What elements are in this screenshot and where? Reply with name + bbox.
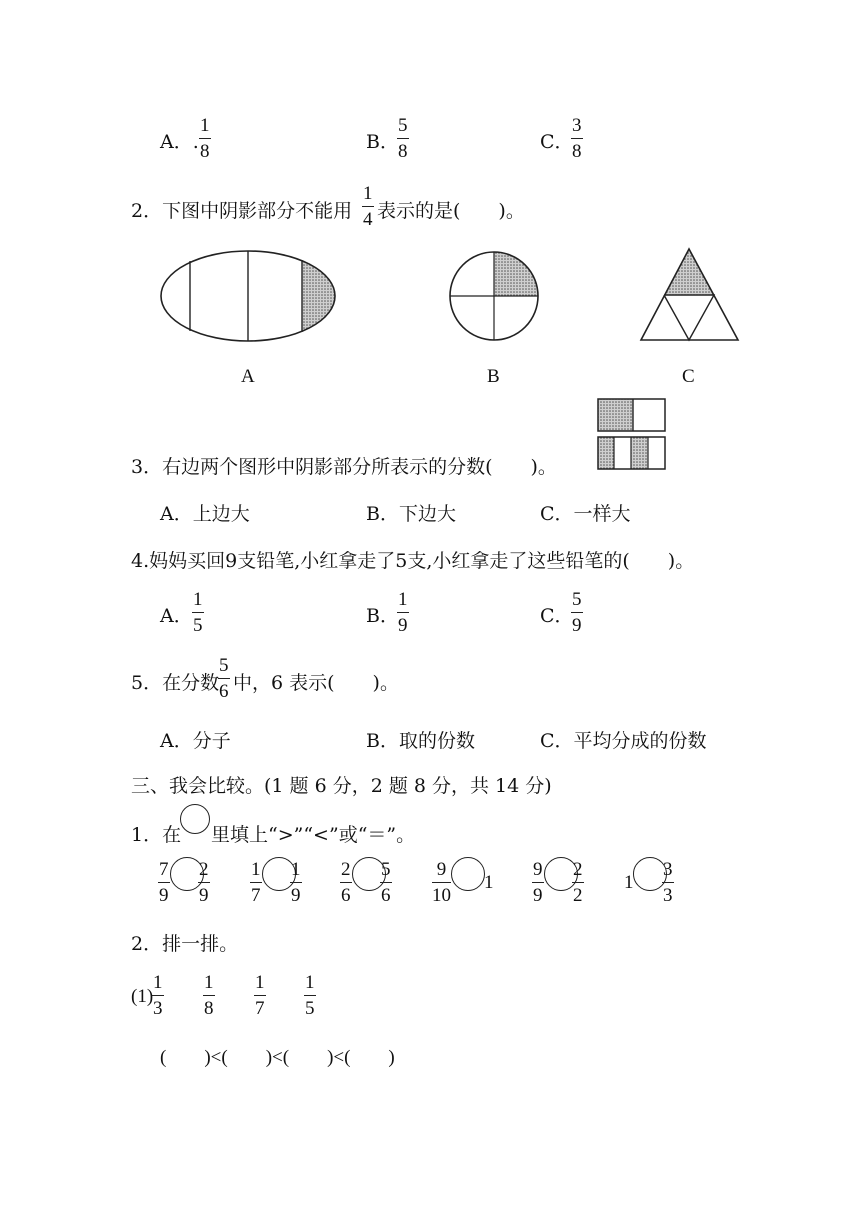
q1-option-a-fraction xyxy=(199,116,211,161)
denominator: 9 xyxy=(532,882,544,905)
left-fraction xyxy=(532,860,544,905)
numerator: 2 xyxy=(341,859,351,880)
denominator: 9 xyxy=(198,882,210,905)
numerator: 1 xyxy=(193,589,203,610)
q1-option-c-fraction xyxy=(571,116,583,161)
numerator: 5 xyxy=(219,655,229,676)
q2-figures xyxy=(0,240,860,370)
left-integer: 1 xyxy=(624,872,634,893)
q3-text: 3．右边两个图形中阴影部分所表示的分数( )。 xyxy=(131,456,557,478)
left-fraction xyxy=(340,860,352,905)
q4-option-a-label: A． xyxy=(160,605,193,627)
numerator: 5 xyxy=(398,115,408,136)
right-fraction xyxy=(198,860,210,905)
denominator: 8 xyxy=(571,138,583,161)
sort-fraction xyxy=(203,973,215,1018)
numerator: 1 xyxy=(398,589,408,610)
denominator: 5 xyxy=(304,995,316,1018)
numerator: 3 xyxy=(572,115,582,136)
numerator: 2 xyxy=(573,859,583,880)
q2-fraction xyxy=(362,184,374,229)
compare-circle[interactable] xyxy=(451,857,485,891)
denominator: 9 xyxy=(290,882,302,905)
figure-a-ellipse xyxy=(161,240,342,360)
denominator: 6 xyxy=(380,882,392,905)
numerator: 1 xyxy=(204,972,214,993)
right-integer: 1 xyxy=(484,872,494,893)
figure-b-circle xyxy=(450,252,538,340)
denominator: 9 xyxy=(158,882,170,905)
denominator: 7 xyxy=(254,995,266,1018)
left-fraction xyxy=(432,860,451,905)
numerator: 1 xyxy=(251,859,261,880)
right-fraction xyxy=(572,860,584,905)
figure-c-triangle xyxy=(641,249,738,340)
q4-option-b-label: B． xyxy=(366,605,399,627)
q3-option-b: B．下边大 xyxy=(366,503,456,525)
numerator: 1 xyxy=(363,183,373,204)
denominator: 6 xyxy=(340,882,352,905)
figure-a-label: A xyxy=(241,366,255,387)
q4-option-a-fraction xyxy=(192,590,204,635)
sort-fraction xyxy=(304,973,316,1018)
q1-option-a-label: A．. xyxy=(160,131,199,153)
figure-b-label: B xyxy=(487,366,500,387)
q5-option-c: C．平均分成的份数 xyxy=(540,730,707,752)
q4-option-c-label: C． xyxy=(540,605,574,627)
numerator: 1 xyxy=(153,972,163,993)
sort-fraction xyxy=(254,973,266,1018)
sort-fraction xyxy=(152,973,164,1018)
denominator: 3 xyxy=(662,882,674,905)
denominator: 5 xyxy=(192,612,204,635)
q1-option-b-fraction xyxy=(397,116,409,161)
denominator: 4 xyxy=(362,206,374,229)
q5-option-a: A．分子 xyxy=(160,730,231,752)
left-fraction xyxy=(158,860,170,905)
q3-option-c: C．一样大 xyxy=(540,503,631,525)
sort-answer-line[interactable]: ( )<( )<( )<( ) xyxy=(160,1047,395,1068)
denominator: 8 xyxy=(397,138,409,161)
denominator: 9 xyxy=(397,612,409,635)
blank-circle-icon xyxy=(180,804,210,834)
q3-rectangles xyxy=(597,398,667,473)
q2-prefix: 2．下图中阴影部分不能用 xyxy=(131,200,353,222)
numerator: 5 xyxy=(572,589,582,610)
s3q2-part-label: (1) xyxy=(131,986,154,1007)
q3-option-a: A．上边大 xyxy=(160,503,250,525)
section-3-title: 三、我会比较。(1 题 6 分，2 题 8 分，共 14 分) xyxy=(131,775,552,797)
q5-suffix: 中，6 表示( )。 xyxy=(233,672,399,694)
right-fraction xyxy=(662,860,674,905)
q5-prefix: 5．在分数 xyxy=(131,672,220,694)
numerator: 7 xyxy=(159,859,169,880)
numerator: 2 xyxy=(199,859,209,880)
q2-suffix: 表示的是( )。 xyxy=(377,200,525,222)
q5-option-b: B．取的份数 xyxy=(366,730,475,752)
denominator: 9 xyxy=(571,612,583,635)
q1-option-c-label: C． xyxy=(540,131,574,153)
q1-option-b-label: B． xyxy=(366,131,399,153)
q5-fraction xyxy=(218,656,230,701)
s3q2-title: 2．排一排。 xyxy=(131,933,239,955)
q4-option-c-fraction xyxy=(571,590,583,635)
right-fraction xyxy=(290,860,302,905)
numerator: 1 xyxy=(305,972,315,993)
denominator: 7 xyxy=(250,882,262,905)
numerator: 1 xyxy=(200,115,210,136)
denominator: 3 xyxy=(152,995,164,1018)
numerator: 5 xyxy=(381,859,391,880)
figure-c-label: C xyxy=(682,366,695,387)
numerator: 3 xyxy=(663,859,673,880)
denominator: 8 xyxy=(199,138,211,161)
denominator: 2 xyxy=(572,882,584,905)
right-fraction xyxy=(380,860,392,905)
s3q1-suffix: 里填上“>”“<”或“＝”。 xyxy=(211,824,416,846)
q4-option-b-fraction xyxy=(397,590,409,635)
q4-text: 4.妈妈买回9支铅笔,小红拿走了5支,小红拿走了这些铅笔的( )。 xyxy=(131,550,695,572)
denominator: 6 xyxy=(218,678,230,701)
numerator: 9 xyxy=(533,859,543,880)
numerator: 1 xyxy=(255,972,265,993)
denominator: 8 xyxy=(203,995,215,1018)
numerator: 9 xyxy=(436,859,447,880)
numerator: 1 xyxy=(291,859,301,880)
left-fraction xyxy=(250,860,262,905)
s3q1-prefix: 1．在 xyxy=(131,824,182,846)
denominator: 10 xyxy=(432,882,451,905)
